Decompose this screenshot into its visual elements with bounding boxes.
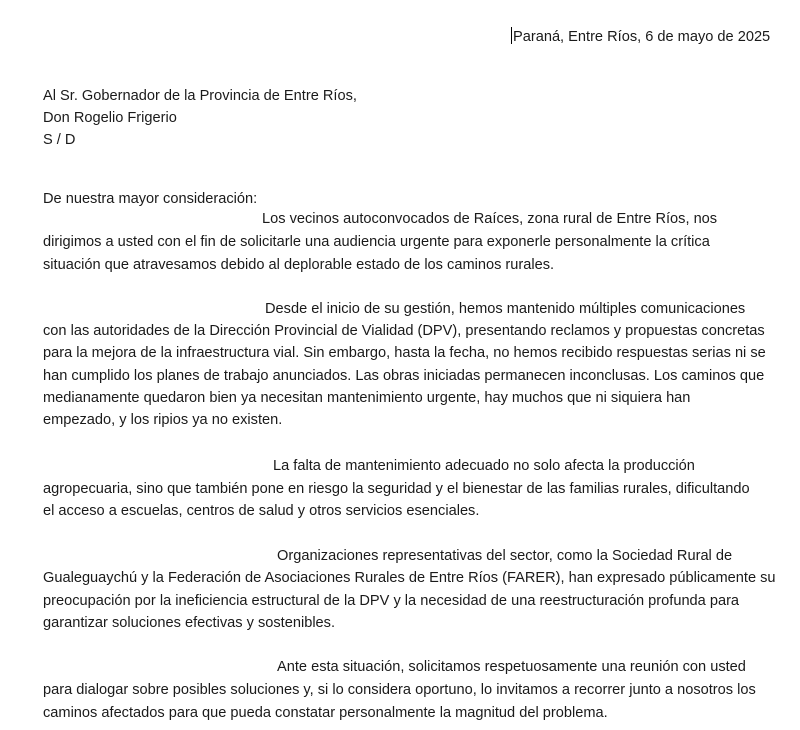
paragraph-3-line-3: el acceso a escuelas, centros de salud y otros servicios esenciales. bbox=[43, 503, 480, 519]
paragraph-5-line-2: para dialogar sobre posibles soluciones y, si lo considera oportuno, lo invitamos a recorrer junto a nosotros los bbox=[43, 682, 756, 698]
paragraph-3-line-2: agropecuaria, sino que también pone en riesgo la seguridad y el bienestar de las familias rurales, dificultando bbox=[43, 481, 750, 497]
paragraph-2-line-5: medianamente quedaron bien ya necesitan mantenimiento urgente, hay muchos que ni siquiera han bbox=[43, 390, 691, 406]
paragraph-3-line-1: La falta de mantenimiento adecuado no solo afecta la producción bbox=[273, 458, 695, 474]
paragraph-2-line-1: Desde el inicio de su gestión, hemos mantenido múltiples comunicaciones bbox=[265, 301, 746, 317]
paragraph-5-line-1: Ante esta situación, solicitamos respetuosamente una reunión con usted bbox=[277, 659, 746, 675]
recipient-line-2: Don Rogelio Frigerio bbox=[43, 110, 177, 126]
paragraph-2-line-6: empezado, y los ripios ya no existen. bbox=[43, 412, 283, 428]
text-cursor bbox=[511, 27, 512, 44]
recipient-line-3: S / D bbox=[43, 132, 76, 148]
letter-date-text: Paraná, Entre Ríos, 6 de mayo de 2025 bbox=[513, 29, 771, 45]
paragraph-4-line-3: preocupación por la ineficiencia estructural de la DPV y la necesidad de una reestructuración profunda para bbox=[43, 593, 740, 609]
salutation: De nuestra mayor consideración: bbox=[43, 191, 258, 207]
paragraph-2-line-2: con las autoridades de la Dirección Provincial de Vialidad (DPV), presentando reclamos y propuestas concretas bbox=[43, 323, 765, 339]
paragraph-1-line-2: dirigimos a usted con el fin de solicitarle una audiencia urgente para exponerle personalmente la crítica bbox=[43, 234, 710, 250]
paragraph-1-line-1: Los vecinos autoconvocados de Raíces, zona rural de Entre Ríos, nos bbox=[262, 211, 718, 227]
paragraph-2-line-4: han cumplido los planes de trabajo anunciados. Las obras iniciadas permanecen inconclusas. Los caminos que bbox=[43, 368, 765, 384]
paragraph-4-line-1: Organizaciones representativas del sector, como la Sociedad Rural de bbox=[277, 548, 733, 564]
paragraph-5-line-3: caminos afectados para que pueda constatar personalmente la magnitud del problema. bbox=[43, 705, 608, 721]
paragraph-2-line-3: para la mejora de la infraestructura vial. Sin embargo, hasta la fecha, no hemos recibido respuestas serias ni se bbox=[43, 345, 766, 361]
letter-date bbox=[511, 26, 770, 48]
paragraph-1-line-3: situación que atravesamos debido al deplorable estado de los caminos rurales. bbox=[43, 257, 555, 273]
paragraph-4-line-4: garantizar soluciones efectivas y sostenibles. bbox=[43, 615, 336, 631]
paragraph-4-line-2: Gualeguaychú y la Federación de Asociaciones Rurales de Entre Ríos (FARER), han expresado públicamente su bbox=[43, 570, 776, 586]
recipient-line-1: Al Sr. Gobernador de la Provincia de Entre Ríos, bbox=[43, 88, 357, 104]
